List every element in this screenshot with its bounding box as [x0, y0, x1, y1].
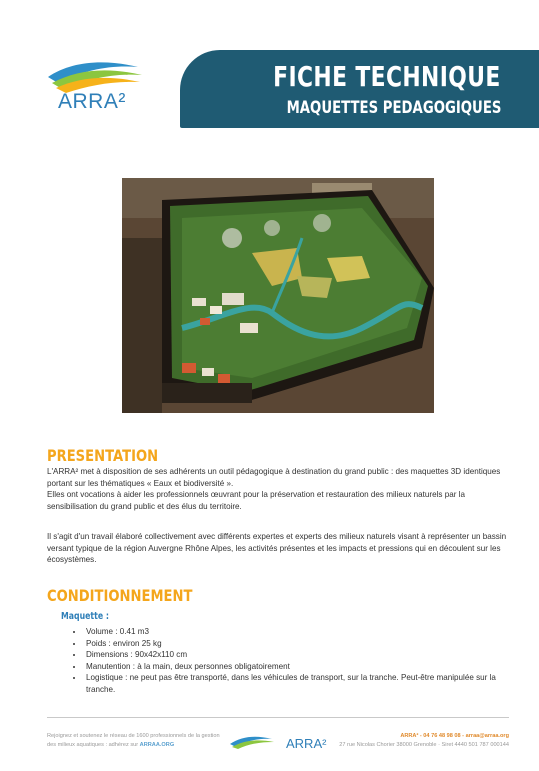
footer-join-label: Rejoignez et soutenez le réseau de 1600 professionnels de la gestion des milieux aquatiques : adhérez sur — [47, 733, 220, 748]
conditionnement-heading: CONDITIONNEMENT — [47, 586, 193, 605]
list-item: • Poids : environ 25 kg — [84, 638, 524, 650]
footer-website-link[interactable]: ARRAA.ORG — [139, 741, 175, 748]
list-item: • Volume : 0.41 m3 — [84, 626, 524, 638]
presentation-text — [47, 466, 517, 512]
footer-contact-line[interactable]: ARRA² - 04 76 48 98 08 - arraa@arraa.org — [400, 733, 509, 739]
list-item: • Dimensions : 90x42x110 cm — [84, 649, 524, 661]
svg-text:ARRA²: ARRA² — [286, 736, 327, 751]
footer-join-text — [47, 732, 222, 749]
maquette-photo — [122, 178, 434, 413]
presentation-text-2 — [47, 531, 517, 566]
presentation-paragraph-1: L'ARRA² met à disposition de ses adhérents un outil pédagogique à destination du grand public : des maquettes 3D identiques portant sur les thématiques « Eaux et biodiversité ». — [47, 467, 501, 488]
list-item: • Logistique : ne peut pas être transporté, dans les véhicules de transport, sur la tranche. Peut-être manipulée sur la tranche. — [84, 672, 524, 695]
presentation-paragraph-3: Il s'agit d'un travail élaboré collectivement avec différents expertes et experts des milieux naturels visant à représenter un bassin versant typique de la région Auvergne Rhône Alpes, les activités présentes et les impacts et pressions qui en découlent sur les écosystèmes. — [47, 532, 507, 565]
header-banner — [180, 50, 539, 128]
footer-contact — [309, 732, 509, 749]
specs-list — [62, 626, 524, 696]
maquette-subheading: Maquette : — [61, 611, 109, 622]
page-title: FICHE TECHNIQUE — [273, 60, 501, 93]
presentation-heading: PRESENTATION — [47, 446, 159, 465]
logo-text: ARRA² — [58, 90, 126, 113]
presentation-paragraph-2: Elles ont vocations à aider les professionnels œuvrant pour la préservation et restauration des milieux naturels par la sensibilisation du grand public et des élus du territoire. — [47, 490, 465, 511]
list-item: • Manutention : à la main, deux personnes obligatoirement — [84, 661, 524, 673]
footer-divider — [47, 717, 509, 718]
page-subtitle: MAQUETTES PEDAGOGIQUES — [286, 98, 501, 118]
footer-address: 27 rue Nicolas Chorier 38000 Grenoble · Siret 4440 501 787 000144 — [339, 741, 509, 748]
